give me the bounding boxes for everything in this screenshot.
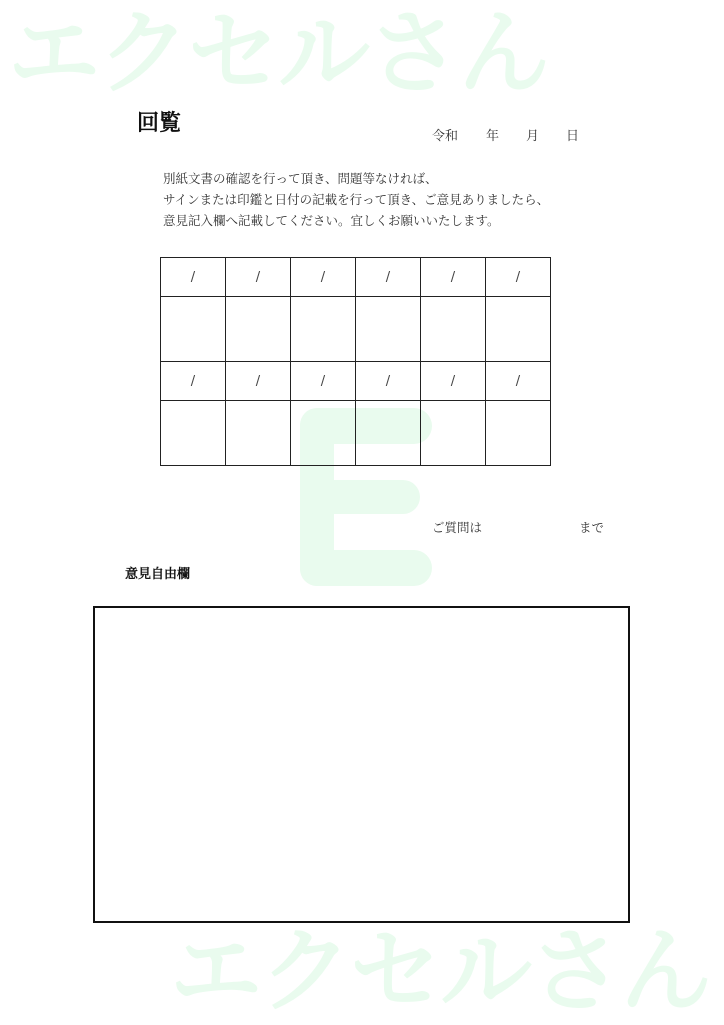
signature-cell[interactable] [421, 401, 486, 466]
date-era: 令和 [432, 129, 459, 144]
signature-cell[interactable] [486, 401, 551, 466]
date-year: 年 [486, 129, 500, 144]
instruction-line: 意見記入欄へ記載してください。宜しくお願いいたします。 [163, 213, 500, 228]
date-row [161, 362, 551, 401]
signature-row [161, 401, 551, 466]
date-cell[interactable]: / [486, 258, 551, 297]
signature-row [161, 297, 551, 362]
date-cell[interactable]: / [226, 258, 291, 297]
signature-cell[interactable] [421, 297, 486, 362]
signature-cell[interactable] [226, 297, 291, 362]
inquiry-prefix: ご質問は [432, 520, 483, 535]
date-cell[interactable]: / [421, 258, 486, 297]
date-cell[interactable]: / [356, 362, 421, 401]
signature-cell[interactable] [161, 297, 226, 362]
watermark-bottom: エクセルさん [170, 918, 711, 1025]
signature-cell[interactable] [356, 401, 421, 466]
inquiry-suffix: まで [579, 520, 605, 535]
date-cell[interactable]: / [161, 258, 226, 297]
opinion-label: 意見自由欄 [125, 567, 191, 582]
date-cell[interactable]: / [291, 258, 356, 297]
signature-cell[interactable] [291, 297, 356, 362]
instructions [163, 168, 549, 231]
signature-cell[interactable] [486, 297, 551, 362]
signature-cell[interactable] [161, 401, 226, 466]
opinion-input-box[interactable] [93, 606, 630, 923]
signature-cell[interactable] [291, 401, 356, 466]
date-day: 日 [566, 129, 580, 144]
signature-cell[interactable] [226, 401, 291, 466]
signature-grid [160, 257, 551, 466]
date-cell[interactable]: / [226, 362, 291, 401]
signature-cell[interactable] [356, 297, 421, 362]
date-cell[interactable]: / [291, 362, 356, 401]
watermark-top: エクセルさん [8, 0, 549, 107]
date-cell[interactable]: / [421, 362, 486, 401]
document-title: 回覧 [137, 111, 182, 136]
instruction-line: 別紙文書の確認を行って頂き、問題等なければ、 [163, 171, 438, 186]
date-row [161, 258, 551, 297]
instruction-line: サインまたは印鑑と日付の記載を行って頂き、ご意見ありましたら、 [163, 192, 550, 207]
date-cell[interactable]: / [356, 258, 421, 297]
date-cell[interactable]: / [486, 362, 551, 401]
date-month: 月 [526, 129, 540, 144]
date-cell[interactable]: / [161, 362, 226, 401]
